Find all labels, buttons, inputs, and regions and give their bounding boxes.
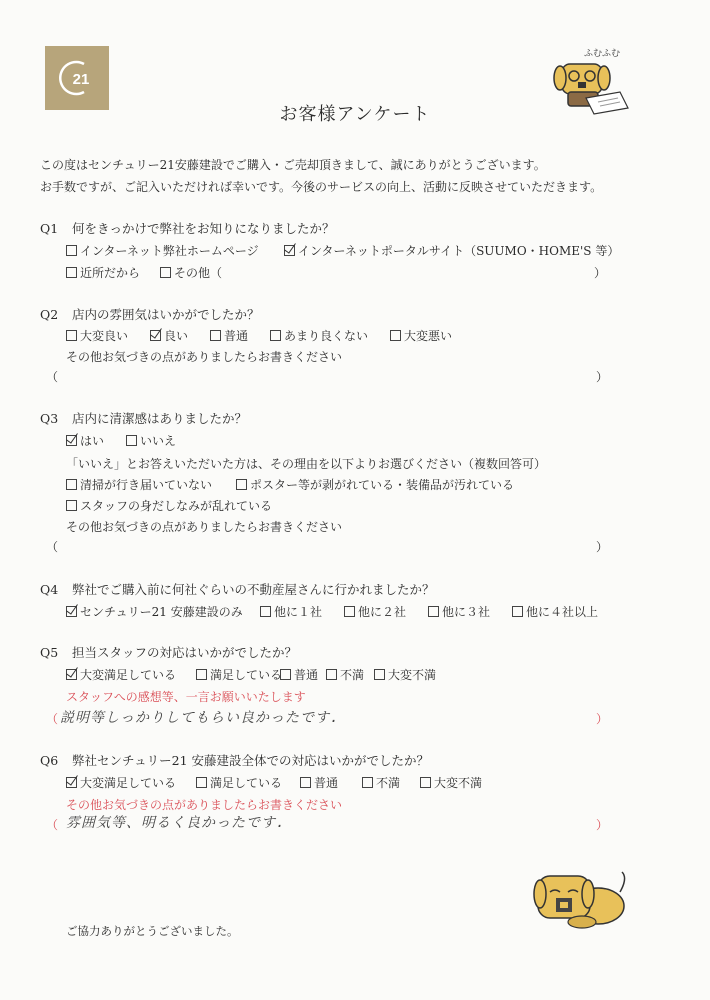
q3-number: Q3 [40, 411, 59, 426]
q5-comment-prompt: スタッフへの感想等、一言お願いいたします [66, 690, 306, 704]
q5-option-very-satisfied[interactable]: 大変満足している [66, 666, 176, 683]
q1-number: Q1 [40, 221, 59, 236]
checkbox-icon[interactable] [196, 777, 207, 788]
checkbox-icon[interactable] [260, 606, 271, 617]
q3-question [40, 409, 247, 427]
q6-comment-field[interactable]: （ 雰囲気等、明るく良かったです. ） [40, 812, 620, 838]
checkbox-icon[interactable] [66, 267, 77, 278]
checkbox-icon[interactable] [270, 330, 281, 341]
q4-option-three-more[interactable]: 他に３社 [428, 603, 490, 620]
q1-question [40, 219, 335, 237]
q4-option-four-plus[interactable]: 他に４社以上 [512, 603, 598, 620]
q3-reason-staff-appearance[interactable]: スタッフの身だしなみが乱れている [66, 497, 272, 514]
q3-reason-cleaning[interactable]: 清掃が行き届いていない [66, 476, 212, 493]
q4-number: Q4 [40, 582, 59, 597]
q5-comment-field[interactable]: （ 説明等しっかりしてもらい良かったです. ） [40, 706, 620, 732]
q3-option-no[interactable]: いいえ [126, 432, 176, 449]
q6-option-very-dissatisfied[interactable]: 大変不満 [420, 774, 482, 791]
q2-option-very-bad[interactable]: 大変悪い [390, 327, 452, 344]
q4-option-two-more[interactable]: 他に２社 [344, 603, 406, 620]
q3-comment-field[interactable]: （ ） [46, 540, 609, 554]
checkbox-checked-icon[interactable] [66, 777, 77, 788]
q2-option-very-good[interactable]: 大変良い [66, 327, 128, 344]
q1-text: 何をきっかけで弊社をお知りになりましたか？ [72, 221, 335, 236]
checkbox-checked-icon[interactable] [66, 435, 77, 446]
q2-comment-field[interactable]: （ ） [46, 370, 609, 384]
q6-question [40, 751, 429, 769]
q2-text: 店内の雰囲気はいかがでしたか？ [72, 307, 260, 322]
q5-option-normal[interactable]: 普通 [280, 666, 318, 683]
q1-option-homepage[interactable]: インターネット弊社ホームページ [66, 242, 259, 259]
checkbox-icon[interactable] [66, 245, 77, 256]
q2-option-normal[interactable]: 普通 [210, 327, 248, 344]
checkbox-icon[interactable] [428, 606, 439, 617]
checkbox-icon[interactable] [420, 777, 431, 788]
q5-option-dissatisfied[interactable]: 不満 [326, 666, 364, 683]
q2-option-good[interactable]: 良い [150, 327, 188, 344]
q4-option-only-us[interactable]: センチュリー21 安藤建設のみ [66, 603, 243, 620]
checkbox-icon[interactable] [390, 330, 401, 341]
q3-text: 店内に清潔感はありましたか？ [72, 411, 248, 426]
page-title: お客様アンケート [279, 104, 431, 125]
checkbox-checked-icon[interactable] [66, 669, 77, 680]
q5-text: 担当スタッフの対応はいかがでしたか？ [72, 645, 298, 660]
q3-comment-prompt: その他お気づきの点がありましたらお書きください [66, 520, 343, 534]
q6-option-dissatisfied[interactable]: 不満 [362, 774, 400, 791]
q2-option-not-good[interactable]: あまり良くない [270, 327, 368, 344]
q2-question [40, 305, 260, 323]
q5-question [40, 643, 297, 661]
q5-number: Q5 [40, 645, 59, 660]
checkbox-icon[interactable] [126, 435, 137, 446]
q4-question [40, 580, 435, 598]
checkbox-icon[interactable] [66, 330, 77, 341]
q2-number: Q2 [40, 307, 59, 322]
checkbox-icon[interactable] [66, 479, 77, 490]
q6-option-satisfied[interactable]: 満足している [196, 774, 282, 791]
checkbox-icon[interactable] [362, 777, 373, 788]
checkbox-icon[interactable] [66, 500, 77, 511]
q5-handwritten-answer: 説明等しっかりしてもらい良かったです. [60, 710, 340, 726]
checkbox-icon[interactable] [374, 669, 385, 680]
checkbox-icon[interactable] [210, 330, 221, 341]
checkbox-icon[interactable] [160, 267, 171, 278]
logo-text: 21 [72, 71, 90, 88]
q3-sub-prompt: 「いいえ」とお答えいただいた方は、その理由を以下よりお選びください（複数回答可） [66, 457, 547, 471]
q1-other-close-paren: ） [594, 266, 607, 280]
q6-handwritten-answer: 雰囲気等、明るく良かったです. [66, 815, 286, 831]
intro-line-1: この度はセンチュリー21安藤建設でご購入・ご売却頂きまして、誠にありがとうございます。 [40, 158, 546, 172]
q1-option-portal[interactable]: インターネットポータルサイト（SUUMO・HOME'S 等） [284, 242, 619, 259]
q6-text: 弊社センチュリー21 安藤建設全体での対応はいかがでしたか？ [72, 753, 430, 768]
mascot-resting-illustration [532, 864, 632, 934]
mascot-caption: ふむふむ [584, 49, 621, 59]
intro-line-2: お手数ですが、ご記入いただければ幸いです。今後のサービスの向上、活動に反映させていただきます。 [40, 180, 603, 194]
q6-comment-prompt: その他お気づきの点がありましたらお書きください [66, 798, 343, 812]
checkbox-icon[interactable] [280, 669, 291, 680]
c21-emblem-icon [54, 55, 100, 101]
q6-number: Q6 [40, 753, 59, 768]
q3-reason-posters[interactable]: ポスター等が剥がれている・装備品が汚れている [236, 476, 514, 493]
checkbox-icon[interactable] [236, 479, 247, 490]
q6-option-very-satisfied[interactable]: 大変満足している [66, 774, 176, 791]
q5-option-satisfied[interactable]: 満足している [196, 666, 282, 683]
q1-option-nearby[interactable]: 近所だから [66, 264, 140, 281]
checkbox-icon[interactable] [300, 777, 311, 788]
checkbox-checked-icon[interactable] [66, 606, 77, 617]
q5-option-very-dissatisfied[interactable]: 大変不満 [374, 666, 436, 683]
q2-comment-prompt: その他お気づきの点がありましたらお書きください [66, 350, 343, 364]
q1-option-other[interactable]: その他（ [160, 264, 222, 281]
checkbox-checked-icon[interactable] [150, 330, 161, 341]
q3-option-yes[interactable]: はい [66, 432, 104, 449]
q6-option-normal[interactable]: 普通 [300, 774, 338, 791]
checkbox-icon[interactable] [196, 669, 207, 680]
checkbox-icon[interactable] [326, 669, 337, 680]
q4-text: 弊社でご購入前に何社ぐらいの不動産屋さんに行かれましたか？ [72, 582, 435, 597]
checkbox-icon[interactable] [344, 606, 355, 617]
q4-option-one-more[interactable]: 他に１社 [260, 603, 322, 620]
closing-message: ご協力ありがとうございました。 [66, 924, 239, 938]
checkbox-icon[interactable] [512, 606, 523, 617]
checkbox-checked-icon[interactable] [284, 245, 295, 256]
